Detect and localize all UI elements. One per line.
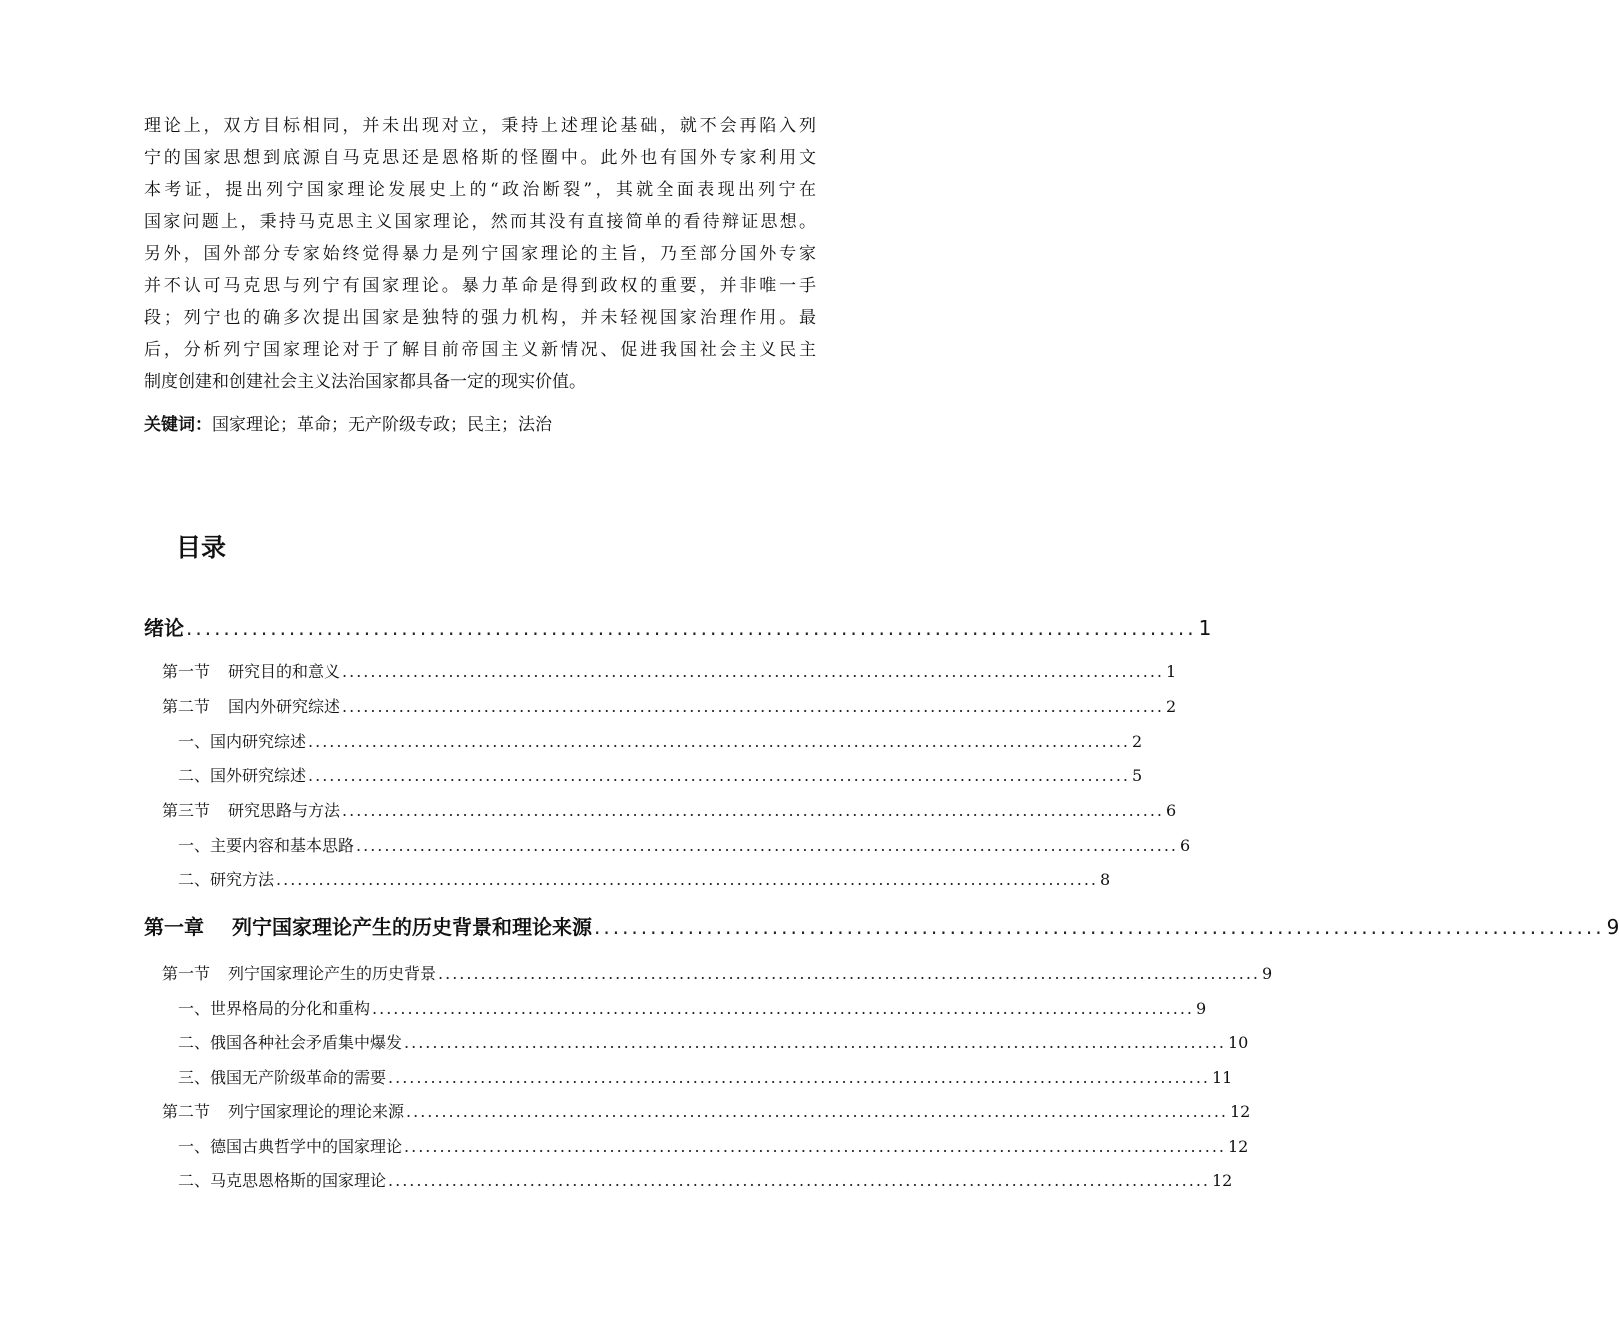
toc-leader-dots: ....................................................................................................................: [308, 766, 1130, 785]
toc-entry-subsection[interactable]: [178, 1135, 1249, 1159]
toc-heading: 目录: [176, 533, 227, 562]
toc-entry-title: 一、国内研究综述: [178, 732, 307, 751]
toc-entry-section[interactable]: [162, 799, 1177, 823]
toc-leader-dots: ....................................................................................................................: [342, 662, 1164, 681]
toc-leader-dots: ....................................................................................................................: [388, 1068, 1210, 1087]
toc-entry-section[interactable]: [162, 1100, 1251, 1124]
toc-entry-introduction[interactable]: [144, 614, 1212, 642]
toc-leader-dots: ....................................................................................................................: [438, 964, 1260, 983]
toc-entry-subsection[interactable]: [178, 1169, 1233, 1193]
abstract-line: 宁的国家思想到底源自马克思还是恩格斯的怪圈中。此外也有国外专家利用文: [144, 148, 816, 168]
toc-page-number: 5: [1131, 766, 1143, 785]
toc-entry-prefix: 第一章: [144, 915, 204, 939]
toc-leader-dots: ....................................................................................................................: [404, 1033, 1226, 1052]
toc-page-number: 8: [1099, 870, 1111, 889]
toc-leader-dots: ............................................................................................................: [186, 616, 1197, 640]
toc-page-number: 2: [1166, 697, 1177, 716]
toc-page-number: 12: [1230, 1102, 1251, 1121]
toc-leader-dots: ....................................................................................................................: [342, 697, 1164, 716]
toc-entry-subsection[interactable]: [178, 834, 1191, 858]
abstract-body: [144, 110, 816, 398]
toc-entry-title: 国内外研究综述: [228, 697, 341, 716]
toc-page-number: 2: [1131, 732, 1143, 751]
toc-page-number: 6: [1179, 836, 1191, 855]
abstract-line: 本考证，提出列宁国家理论发展史上的“政治断裂”，其就全面表现出列宁在: [144, 180, 816, 200]
toc-entry-title: 研究思路与方法: [228, 801, 341, 820]
keywords: [144, 410, 552, 440]
toc-leader-dots: ....................................................................................................................: [388, 1171, 1210, 1190]
toc-page-number: 12: [1227, 1137, 1249, 1156]
toc-entry-prefix: 第三节: [162, 801, 211, 820]
toc-entry-subsection[interactable]: [178, 730, 1143, 754]
toc-page-number: 12: [1211, 1171, 1233, 1190]
toc-page-number: 1: [1198, 616, 1212, 640]
toc-entry-chapter[interactable]: [144, 913, 1619, 941]
toc-leader-dots: ....................................................................................................................: [276, 870, 1098, 889]
toc-entry-subsection[interactable]: [178, 1031, 1249, 1055]
toc-leader-dots: ....................................................................................................................: [406, 1102, 1228, 1121]
keywords-value: 国家理论；革命；无产阶级专政；民主；法治: [212, 415, 552, 435]
toc-page-number: 1: [1166, 662, 1177, 681]
toc-page-number: 10: [1227, 1033, 1249, 1052]
abstract-line: 另外，国外部分专家始终觉得暴力是列宁国家理论的主旨，乃至部分国外专家: [144, 244, 816, 264]
toc-entry-title: 列宁国家理论产生的历史背景: [228, 964, 437, 983]
toc-leader-dots: ............................................................................................................: [594, 915, 1605, 939]
abstract-line: 段；列宁也的确多次提出国家是独特的强力机构，并未轻视国家治理作用。最: [144, 308, 816, 328]
toc-entry-section[interactable]: [162, 962, 1273, 986]
toc-entry-title: 列宁国家理论的理论来源: [228, 1102, 405, 1121]
toc-page-number: 11: [1211, 1068, 1233, 1087]
toc-entry-title: 三、俄国无产阶级革命的需要: [178, 1068, 387, 1087]
toc-leader-dots: ....................................................................................................................: [356, 836, 1178, 855]
toc-entry-title: 一、德国古典哲学中的国家理论: [178, 1137, 403, 1156]
toc-entry-title: 二、国外研究综述: [178, 766, 307, 785]
toc-entry-prefix: 第一节: [162, 964, 211, 983]
toc-page-number: 9: [1262, 964, 1273, 983]
toc-leader-dots: ....................................................................................................................: [372, 999, 1194, 1018]
toc-entry-title: 二、马克思恩格斯的国家理论: [178, 1171, 387, 1190]
toc-leader-dots: ....................................................................................................................: [308, 732, 1130, 751]
toc-entry-subsection[interactable]: [178, 868, 1111, 892]
toc-entry-title: 二、俄国各种社会矛盾集中爆发: [178, 1033, 403, 1052]
toc-entry-subsection[interactable]: [178, 764, 1143, 788]
toc-page-number: 9: [1195, 999, 1207, 1018]
toc-page-number: 6: [1166, 801, 1177, 820]
toc-entry-title: 列宁国家理论产生的历史背景和理论来源: [232, 915, 592, 939]
toc-entry-title: 一、主要内容和基本思路: [178, 836, 355, 855]
keywords-label: 关键词：: [144, 415, 212, 435]
abstract-line: 并不认可马克思与列宁有国家理论。暴力革命是得到政权的重要，并非唯一手: [144, 276, 816, 296]
toc-entry-prefix: 第二节: [162, 697, 211, 716]
toc-entry-title: 绪论: [144, 616, 184, 640]
toc-entry-section[interactable]: [162, 660, 1177, 684]
toc-entry-title: 研究目的和意义: [228, 662, 341, 681]
toc-entry-section[interactable]: [162, 695, 1177, 719]
toc-entry-subsection[interactable]: [178, 997, 1207, 1021]
abstract-line: 国家问题上，秉持马克思主义国家理论，然而其没有直接简单的看待辩证思想。: [144, 212, 816, 232]
toc-entry-title: 一、世界格局的分化和重构: [178, 999, 371, 1018]
toc-entry-prefix: 第一节: [162, 662, 211, 681]
toc-page-number: 9: [1606, 915, 1619, 939]
abstract-line: 理论上，双方目标相同，并未出现对立，秉持上述理论基础，就不会再陷入列: [144, 116, 816, 136]
toc-entry-prefix: 第二节: [162, 1102, 211, 1121]
toc-entry-subsection[interactable]: [178, 1066, 1233, 1090]
toc-entry-title: 二、研究方法: [178, 870, 275, 889]
toc-leader-dots: ....................................................................................................................: [342, 801, 1164, 820]
abstract-line: 制度创建和创建社会主义法治国家都具备一定的现实价值。: [144, 372, 586, 392]
toc-leader-dots: ....................................................................................................................: [404, 1137, 1226, 1156]
abstract-line: 后，分析列宁国家理论对于了解目前帝国主义新情况、促进我国社会主义民主: [144, 340, 816, 360]
